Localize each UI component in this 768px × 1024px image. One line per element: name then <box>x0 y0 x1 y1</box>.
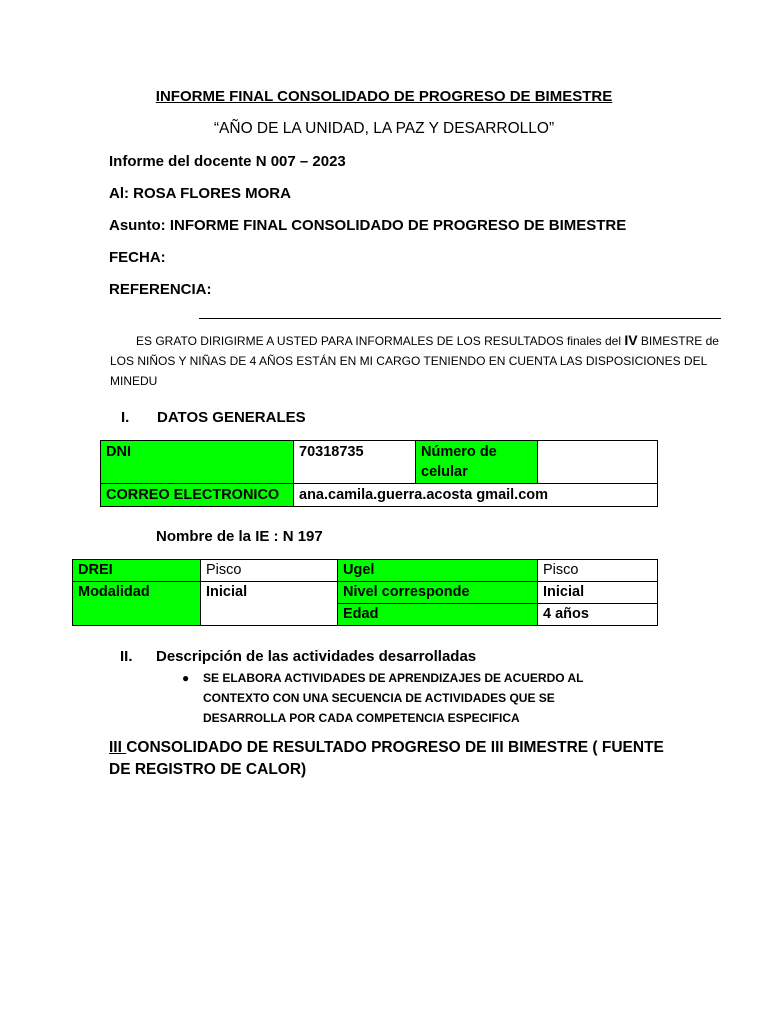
general-data-table <box>100 440 658 507</box>
institution-table <box>72 559 658 626</box>
document-title: INFORME FINAL CONSOLIDADO DE PROGRESO DE BIMESTRE <box>155 88 613 105</box>
section-3-title: CONSOLIDADO DE RESULTADO PROGRESO DE III BIMESTRE ( FUENTE DE REGISTRO DE CALOR) <box>109 739 664 778</box>
section-2-heading <box>120 648 476 665</box>
section-2-number: II. <box>120 648 133 665</box>
section-3-number: III <box>109 739 127 756</box>
addressee: Al: ROSA FLORES MORA <box>109 185 291 202</box>
ugel-value: Pisco <box>538 560 658 582</box>
bullet-text: SE ELABORA ACTIVIDADES DE APRENDIZAJES DE ACUERDO AL CONTEXTO CON UNA SECUENCIA DE ACTIVIDADES QUE SE DESARROLLA POR CADA COMPETENCIA ESPECIFICA <box>203 671 584 725</box>
modalidad-label: Modalidad <box>73 582 201 626</box>
table-row <box>101 484 658 507</box>
edad-value: 4 años <box>538 604 658 626</box>
nivel-label: Nivel corresponde <box>338 582 538 604</box>
table-row <box>73 582 658 604</box>
informe-number: Informe del docente N 007 – 2023 <box>109 153 346 170</box>
ie-name: Nombre de la IE : N 197 <box>156 528 323 545</box>
separator-line <box>199 318 721 319</box>
activities-bullet <box>183 668 613 728</box>
date-label: FECHA: <box>109 249 166 266</box>
section-3-heading <box>109 737 669 781</box>
table-row <box>101 441 658 484</box>
section-2-title: Descripción de las actividades desarrolladas <box>156 648 477 665</box>
dni-label: DNI <box>101 441 294 484</box>
drei-label: DREI <box>73 560 201 582</box>
intro-bimestre-number: IV <box>624 332 638 348</box>
edad-label: Edad <box>338 604 538 626</box>
reference-label: REFERENCIA: <box>109 281 212 298</box>
section-1-number: I. <box>121 409 130 426</box>
celular-value <box>538 441 658 484</box>
dni-value: 70318735 <box>294 441 416 484</box>
celular-label: Número de celular <box>416 441 538 484</box>
correo-label: CORREO ELECTRONICO <box>101 484 294 507</box>
year-motto: “AÑO DE LA UNIDAD, LA PAZ Y DESARROLLO” <box>213 120 555 137</box>
table-row <box>73 560 658 582</box>
intro-text-part2: BIMESTRE de LOS NIÑOS Y NIÑAS DE 4 AÑOS ESTÁN EN MI CARGO TENIENDO EN CUENTA LAS DISPOSICIONES DEL MINEDU <box>110 334 719 388</box>
ugel-label: Ugel <box>338 560 538 582</box>
drei-value: Pisco <box>201 560 338 582</box>
section-1-heading <box>121 409 306 426</box>
nivel-value: Inicial <box>538 582 658 604</box>
intro-paragraph <box>110 330 730 391</box>
subject: Asunto: INFORME FINAL CONSOLIDADO DE PROGRESO DE BIMESTRE <box>109 217 627 234</box>
section-1-title: DATOS GENERALES <box>157 409 306 426</box>
intro-text-part1: ES GRATO DIRIGIRME A USTED PARA INFORMALES DE LOS RESULTADOS finales del <box>136 334 625 348</box>
modalidad-value: Inicial <box>201 582 338 626</box>
correo-value: ana.camila.guerra.acosta gmail.com <box>294 484 658 507</box>
bullet-icon: ● <box>182 671 190 685</box>
